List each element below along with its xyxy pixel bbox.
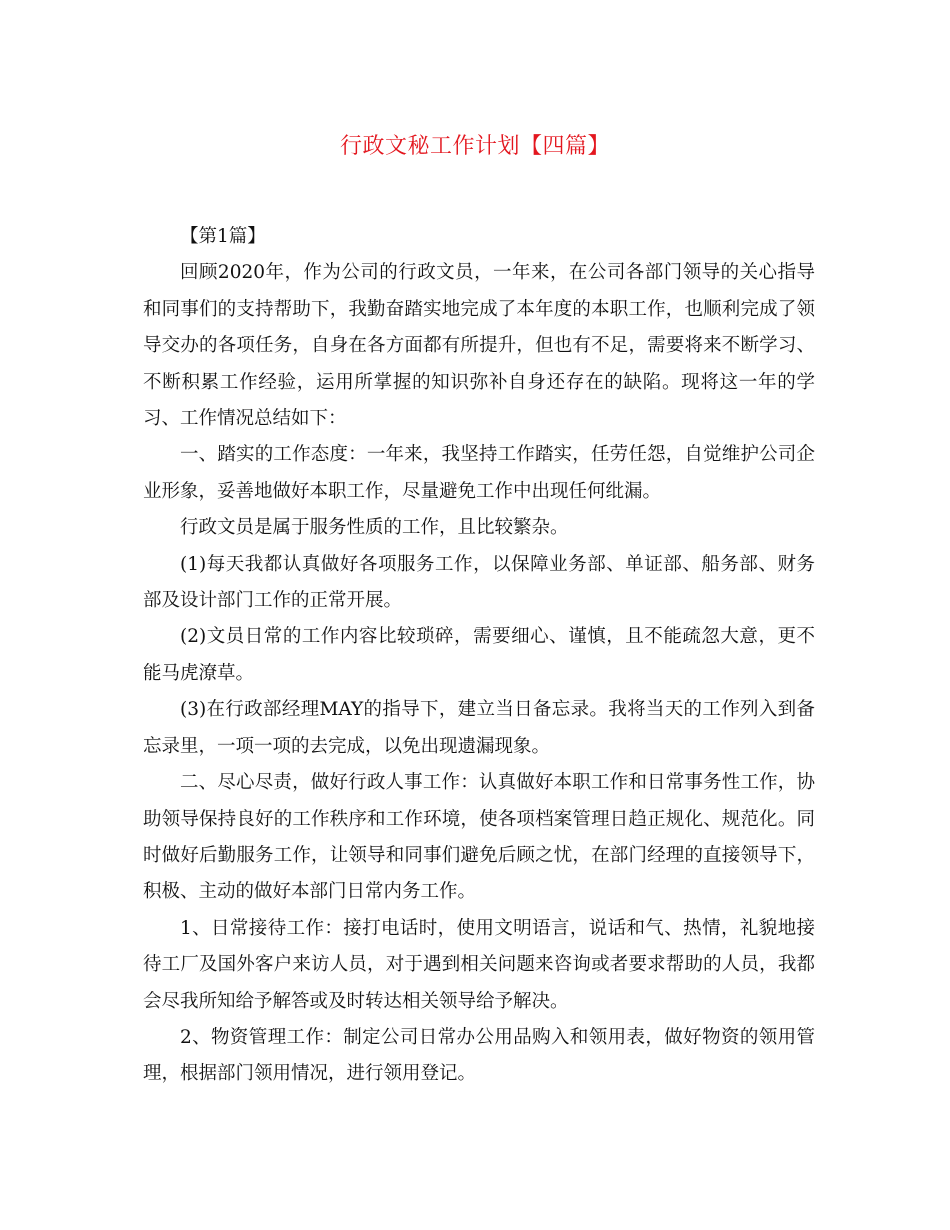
paragraph: (1)每天我都认真做好各项服务工作，以保障业务部、单证部、船务部、财务部及设计部门工作的正常开展。 <box>143 553 815 612</box>
paragraph: (3)在行政部经理MAY的指导下，建立当日备忘录。我将当天的工作列入到备忘录里，一项一项的去完成，以免出现遗漏现象。 <box>143 699 815 757</box>
paragraph: 二、尽心尽责，做好行政人事工作：认真做好本职工作和日常事务性工作，协助领导保持良好的工作秩序和工作环境，使各项档案管理日趋正规化、规范化。同时做好后勤服务工作，让领导和同事们避免后顾之忧，在部门经理的直接领导下，积极、主动的做好本部门日常内务工作。 <box>143 772 815 903</box>
section-heading: 【第1篇】 <box>180 226 266 247</box>
paragraph: 2、物资管理工作：制定公司日常办公用品购入和领用表，做好物资的领用管理，根据部门领用情况，进行领用登记。 <box>143 1026 815 1085</box>
document-body <box>143 219 815 1093</box>
paragraph: 一、踏实的工作态度：一年来，我坚持工作踏实，任劳任怨，自觉维护公司企业形象，妥善地做好本职工作，尽量避免工作中出现任何纰漏。 <box>143 444 815 502</box>
paragraph: (2)文员日常的工作内容比较琐碎，需要细心、谨慎，且不能疏忽大意，更不能马虎潦草。 <box>143 626 815 684</box>
paragraph: 回顾2020年，作为公司的行政文员，一年来，在公司各部门领导的关心指导和同事们的支持帮助下，我勤奋踏实地完成了本年度的本职工作，也顺利完成了领导交办的各项任务，自身在各方面都有所提升，但也有不足，需要将来不断学习、不断积累工作经验，运用所掌握的知识弥补自身还存在的缺陷。现将这一年的学习、工作情况总结如下： <box>143 262 815 430</box>
paragraph: 行政文员是属于服务性质的工作，且比较繁杂。 <box>180 517 569 539</box>
paragraph: 1、日常接待工作：接打电话时，使用文明语言，说话和气、热情，礼貌地接待工厂及国外客户来访人员，对于遇到相关问题来咨询或者要求帮助的人员，我都会尽我所知给予解答或及时转达相关领导给予解决。 <box>143 917 815 1012</box>
document-title: 行政文秘工作计划【四篇】 <box>339 134 610 159</box>
